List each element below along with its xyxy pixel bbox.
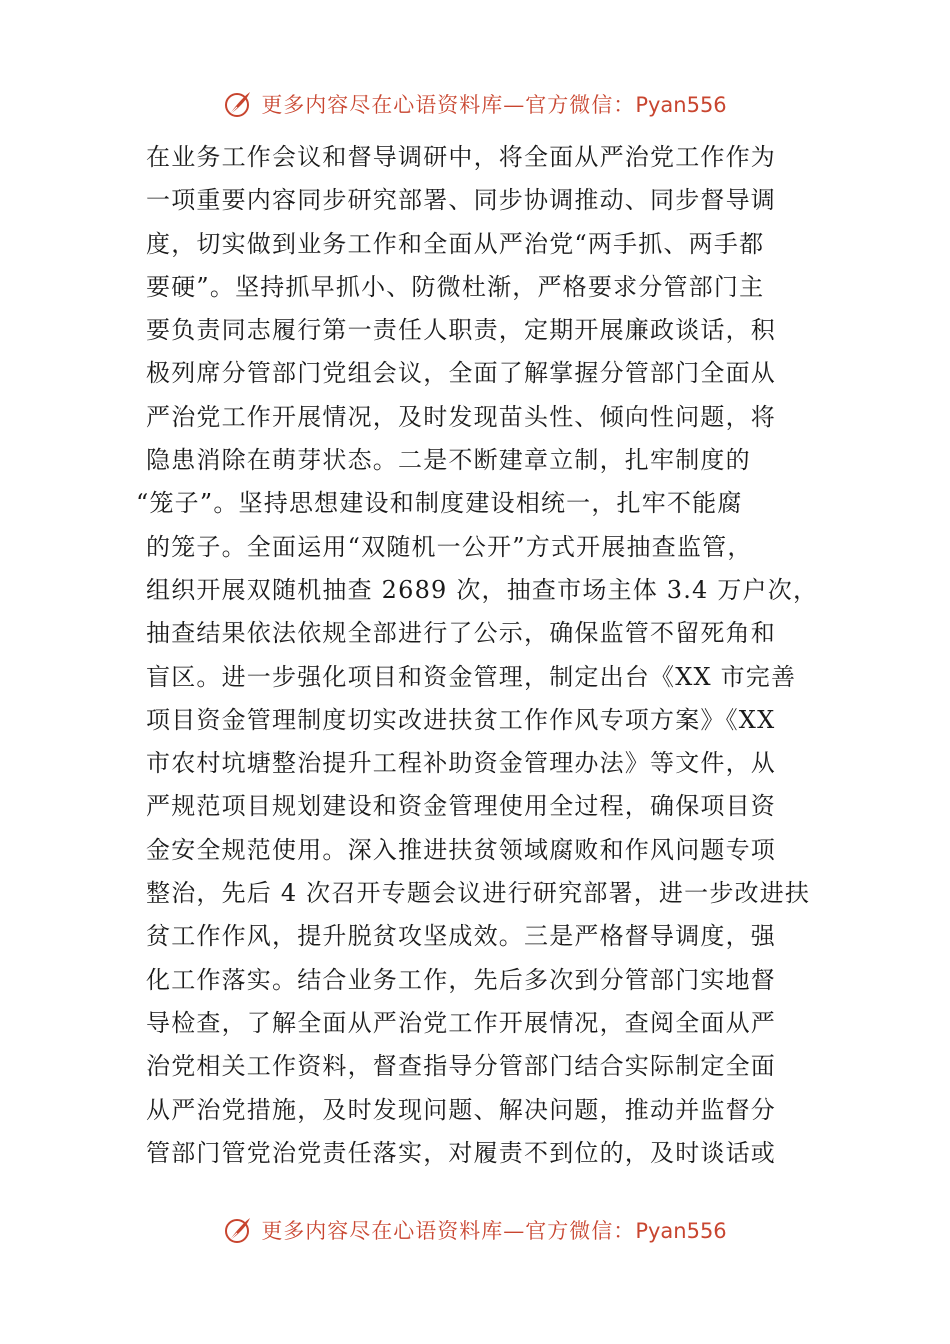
header-banner — [0, 84, 950, 124]
body-line: 的笼子。全面运用“双随机一公开”方式开展抽查监管， — [146, 532, 753, 561]
body-line: 整治，先后 4 次召开专题会议进行研究部署，进一步改进扶 — [146, 879, 811, 908]
body-line: “笼子”。坚持思想建设和制度建设相统一，扎牢不能腐 — [136, 489, 743, 518]
body-line: 度，切实做到业务工作和全面从严治党“两手抓、两手都 — [146, 229, 765, 258]
quill-pen-logo-icon — [223, 1215, 253, 1245]
body-line: 管部门管党治党责任落实，对履责不到位的，及时谈话或 — [146, 1138, 776, 1167]
body-line: 要负责同志履行第一责任人职责，定期开展廉政谈话，积 — [146, 316, 776, 345]
body-line: 盲区。进一步强化项目和资金管理，制定出台《XX 市完善 — [146, 662, 797, 691]
body-line: 化工作落实。结合业务工作，先后多次到分管部门实地督 — [146, 965, 776, 994]
header-banner-text: 更多内容尽在心语资料库—官方微信：Pyan556 — [261, 93, 727, 117]
quill-pen-logo-icon — [223, 89, 253, 119]
body-line: 导检查，了解全面从严治党工作开展情况，查阅全面从严 — [146, 1008, 776, 1037]
body-line: 市农村坑塘整治提升工程补助资金管理办法》等文件，从 — [146, 749, 776, 778]
wechat-handle: Pyan556 — [635, 1219, 727, 1243]
body-line: 极列席分管部门党组会议，全面了解掌握分管部门全面从 — [146, 359, 776, 388]
footer-banner — [0, 1210, 950, 1250]
body-line: 贫工作作风，提升脱贫攻坚成效。三是严格督导调度，强 — [146, 922, 776, 951]
footer-banner-text: 更多内容尽在心语资料库—官方微信：Pyan556 — [261, 1219, 727, 1243]
wechat-handle: Pyan556 — [635, 93, 727, 117]
body-line: 严治党工作开展情况，及时发现苗头性、倾向性问题，将 — [146, 402, 776, 431]
body-line: 组织开展双随机抽查 2689 次，抽查市场主体 3.4 万户次， — [146, 575, 819, 604]
body-line: 在业务工作会议和督导调研中，将全面从严治党工作作为 — [146, 143, 776, 171]
body-line: 项目资金管理制度切实改进扶贫工作作风专项方案》《XX — [146, 705, 776, 734]
body-line: 隐患消除在萌芽状态。二是不断建章立制，扎牢制度的 — [146, 446, 751, 475]
body-line: 治党相关工作资料，督查指导分管部门结合实际制定全面 — [146, 1052, 776, 1081]
body-line: 从严治党措施，及时发现问题、解决问题，推动并监督分 — [146, 1095, 776, 1124]
body-line: 严规范项目规划建设和资金管理使用全过程，确保项目资 — [146, 792, 776, 821]
body-line: 金安全规范使用。深入推进扶贫领域腐败和作风问题专项 — [146, 835, 776, 864]
document-body — [136, 136, 819, 1175]
body-line: 要硬”。坚持抓早抓小、防微杜渐，严格要求分管部门主 — [146, 272, 765, 301]
body-line: 抽查结果依法依规全部进行了公示，确保监管不留死角和 — [146, 619, 776, 648]
body-line: 一项重要内容同步研究部署、同步协调推动、同步督导调 — [146, 186, 776, 215]
